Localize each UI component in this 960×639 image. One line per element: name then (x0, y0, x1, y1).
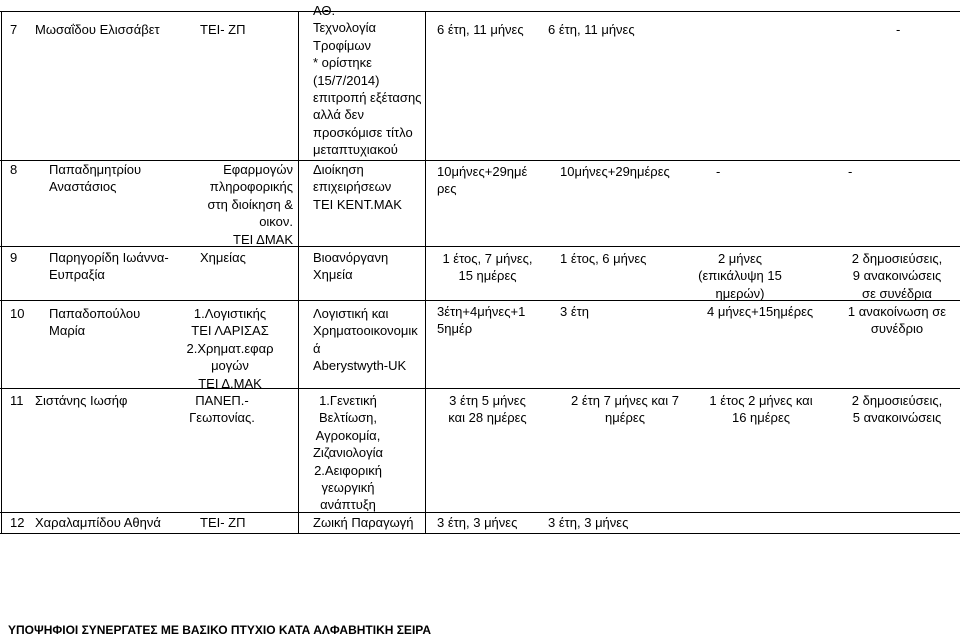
experience-cell: - (896, 22, 901, 37)
text-line: Μαρία (49, 323, 86, 339)
row-border (0, 11, 960, 12)
experience-cell (680, 250, 800, 302)
masters-degree (313, 305, 418, 375)
experience-cell: 4 μήνες+15ημέρες (707, 304, 814, 319)
row-number: 7 (10, 22, 18, 37)
text-line: ΠΑΝΕΠ.- (195, 393, 249, 408)
text-line: 15 ημέρες (458, 268, 517, 284)
text-line: ΑΘ. (313, 3, 336, 18)
experience-cell: - (716, 164, 721, 179)
text-line: επιχειρήσεων (313, 179, 392, 195)
text-line: ανάπτυξη (320, 497, 376, 513)
candidate-name: Σιστάνης Ιωσήφ (35, 393, 128, 408)
row-border (0, 300, 960, 301)
text-line: 3έτη+4μήνες+1 (437, 304, 526, 319)
experience-cell: - (848, 164, 853, 179)
row-border (0, 512, 960, 513)
text-line: Παπαδημητρίου (49, 162, 142, 177)
text-line: Λογιστική και (313, 306, 389, 321)
text-line: 1 έτος 2 μήνες και (709, 393, 813, 408)
candidate-name (49, 305, 140, 340)
masters-degree (313, 249, 388, 284)
experience-cell (560, 392, 690, 427)
degree-school (180, 161, 293, 248)
text-line: Παρηγορίδη Ιωάννα- (49, 250, 169, 265)
text-line: ΤΕΙ Δ.ΜΑΚ (198, 375, 262, 391)
masters-degree (313, 2, 421, 159)
text-line: γεωργική (321, 480, 375, 496)
text-line: 2 δημοσιεύσεις, (851, 393, 943, 408)
experience-cell: 1 έτος, 6 μήνες (560, 251, 647, 266)
text-line: αλλά δεν (313, 107, 364, 123)
text-line: 2.Αειφορική (314, 462, 382, 478)
text-line: * ορίστηκε (313, 55, 372, 71)
text-line: 9 ανακοινώσεις (852, 268, 942, 284)
text-line: Αγροκομία, (315, 427, 381, 443)
row-number: 8 (10, 162, 18, 177)
degree-school: Χημείας (200, 250, 246, 265)
text-line: Τεχνολογία (313, 20, 377, 36)
masters-degree: Ζωική Παραγωγή (313, 515, 414, 530)
text-line: ΤΕΙ ΔΜΑΚ (233, 231, 293, 247)
text-line: ημερών) (715, 285, 765, 301)
degree-school (180, 305, 280, 392)
experience-cell: 10μήνες+29ημέρες (560, 164, 670, 179)
text-line: Γεωπονίας. (189, 410, 255, 426)
row-number: 9 (10, 250, 18, 265)
text-line: 1.Γενετική (319, 393, 377, 408)
row-border (0, 533, 960, 534)
experience-cell (425, 392, 550, 427)
text-line: προσκόμισε τίτλο (313, 124, 413, 140)
text-line: επιτροπή εξέτασης (313, 90, 422, 106)
text-line: πληροφορικής (209, 179, 293, 195)
text-line: στη διοίκηση & (207, 196, 293, 212)
text-line: 1 έτος, 7 μήνες, (442, 251, 533, 266)
text-line: 3 έτη 5 μήνες (449, 393, 526, 408)
candidate-name: Χαραλαμπίδου Αθηνά (35, 515, 161, 530)
text-line: (15/7/2014) (313, 72, 380, 88)
experience-cell (836, 250, 958, 302)
text-line: ΤΕΙ ΛΑΡΙΣΑΣ (191, 323, 269, 339)
experience-cell (836, 392, 958, 427)
experience-cell: 3 έτη, 3 μήνες (437, 515, 518, 530)
text-line: Χημεία (313, 267, 353, 283)
row-number: 12 (10, 515, 25, 530)
text-line: σε συνέδρια (862, 285, 932, 301)
masters-degree (313, 161, 402, 213)
text-line: 5ημέρ (437, 321, 473, 337)
candidate-name: Μωσαΐδου Ελισσάβετ (35, 22, 160, 37)
text-line: Aberystwyth-UK (313, 358, 407, 374)
text-line: Εφαρμογών (223, 162, 293, 177)
row-border (0, 388, 960, 389)
section-heading: ΥΠΟΨΗΦΙΟΙ ΣΥΝΕΡΓΑΤΕΣ ΜΕ ΒΑΣΙΚΟ ΠΤΥΧΙΟ ΚΑΤΑ ΑΛΦΑΒΗΤΙΚΗ ΣΕΙΡΑ (8, 623, 432, 637)
text-line: και 28 ημέρες (448, 410, 527, 426)
candidate-name (49, 249, 169, 284)
column-border (1, 11, 2, 533)
text-line: Βιοανόργανη (313, 250, 389, 265)
row-border (0, 246, 960, 247)
text-line: συνέδριο (870, 321, 924, 337)
text-line: 2 δημοσιεύσεις, (851, 251, 943, 266)
text-line: μογών (211, 358, 249, 374)
text-line: Βελτίωση, (318, 410, 377, 426)
text-line: ΤΕΙ ΚΕΝΤ.ΜΑΚ (313, 196, 402, 212)
masters-degree (298, 392, 398, 514)
row-number: 10 (10, 306, 25, 321)
experience-cell (836, 303, 958, 338)
text-line: οικον. (259, 214, 293, 230)
text-line: 1.Λογιστικής (193, 306, 267, 321)
text-line: 5 ανακοινώσεις (852, 410, 942, 426)
text-line: (επικάλυψη 15 (698, 268, 782, 284)
degree-school (180, 392, 264, 427)
degree-school: ΤΕΙ- ΖΠ (200, 515, 246, 530)
text-line: 2.Χρηματ.εφαρ (186, 340, 274, 356)
text-line: ημέρες (605, 410, 645, 426)
candidate-name (49, 161, 141, 196)
experience-cell (437, 163, 527, 198)
experience-cell: 6 έτη, 11 μήνες (437, 22, 524, 37)
text-line: Ευπραξία (49, 267, 105, 283)
text-line: 2 μήνες (717, 251, 763, 266)
text-line: Τροφίμων (313, 37, 372, 53)
text-line: ρες (437, 181, 457, 197)
text-line: 10μήνες+29ημέ (437, 164, 528, 179)
text-line: ά (313, 340, 321, 356)
experience-cell (437, 303, 525, 338)
text-line: 16 ημέρες (731, 410, 791, 426)
experience-cell: 6 έτη, 11 μήνες (548, 22, 635, 37)
text-line: 2 έτη 7 μήνες και 7 (571, 393, 679, 408)
text-line: Χρηματοοικονομικ (313, 323, 418, 339)
experience-cell (425, 250, 550, 285)
text-line: Παπαδοπούλου (49, 306, 141, 321)
row-border (0, 160, 960, 161)
text-line: 1 ανακοίνωση σε (847, 304, 947, 319)
experience-cell: 3 έτη (560, 304, 590, 319)
experience-cell (696, 392, 826, 427)
degree-school: ΤΕΙ- ΖΠ (200, 22, 246, 37)
text-line: Ζιζανιολογία (312, 445, 383, 461)
text-line: μεταπτυχιακού (313, 142, 398, 158)
text-line: Αναστάσιος (49, 179, 117, 195)
row-number: 11 (10, 393, 24, 408)
experience-cell: 3 έτη, 3 μήνες (548, 515, 629, 530)
text-line: Διοίκηση (313, 162, 364, 177)
